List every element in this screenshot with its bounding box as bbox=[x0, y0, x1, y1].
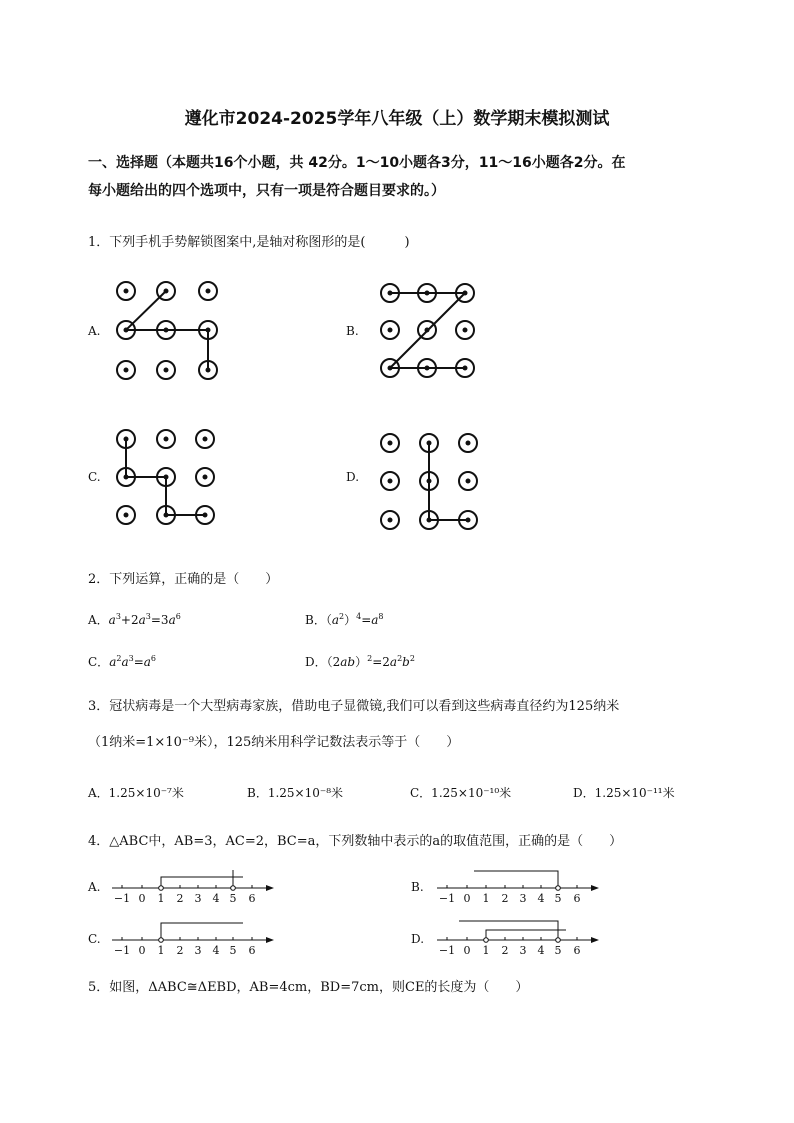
question-3-stem-line1: 3．冠状病毒是一个大型病毒家族，借助电子显微镜,我们可以看到这些病毒直径约为125纳米 bbox=[88, 699, 620, 714]
q2-option-b-label: B． bbox=[305, 613, 326, 627]
tick-label: 3 bbox=[519, 944, 527, 957]
section-heading-line1: 一、选择题（本题共16个小题，共 42分。1～10小题各3分，11～16小题各2分。在 bbox=[88, 155, 626, 171]
tick-label: 4 bbox=[212, 944, 220, 957]
tick-label: −1 bbox=[113, 944, 131, 957]
tick-label: 1 bbox=[157, 944, 165, 957]
tick-label: 6 bbox=[248, 944, 256, 957]
question-1-stem: 1．下列手机手势解锁图案中,是轴对称图形的是( ) bbox=[88, 235, 410, 250]
q2-option-d: D．$(2ab)^2=2a^2b^2$ bbox=[305, 654, 415, 669]
tick-label: 3 bbox=[194, 944, 202, 957]
tick-label: 6 bbox=[573, 892, 581, 905]
q1-option-b-label: B. bbox=[346, 324, 359, 338]
q1-option-d-label: D. bbox=[346, 470, 360, 484]
tick-label: 1 bbox=[482, 892, 490, 905]
q2-option-a: A．$a^3+2a^3=3a^6$ bbox=[88, 612, 181, 627]
tick-label: 5 bbox=[554, 944, 562, 957]
tick-label: 4 bbox=[537, 892, 545, 905]
tick-label: 4 bbox=[537, 944, 545, 957]
question-5-stem: 5．如图，ΔABC≅ΔEBD，AB=4cm，BD=7cm，则CE的长度为（ ） bbox=[88, 980, 529, 995]
q1-option-a-label: A. bbox=[88, 324, 101, 338]
tick-label: 3 bbox=[194, 892, 202, 905]
q4-option-b-label: B. bbox=[411, 880, 424, 894]
tick-label: −1 bbox=[438, 892, 456, 905]
page-title: 遵化市2024-2025学年八年级（上）数学期末模拟测试 bbox=[184, 109, 610, 129]
tick-label: 0 bbox=[463, 892, 471, 905]
tick-label: 6 bbox=[248, 892, 256, 905]
tick-label: 0 bbox=[138, 892, 146, 905]
question-2-stem: 2．下列运算，正确的是（ ） bbox=[88, 572, 279, 587]
tick-label: −1 bbox=[113, 892, 131, 905]
q1-option-c-label: C. bbox=[88, 470, 101, 484]
tick-label: 2 bbox=[501, 944, 509, 957]
q4-option-c-label: C. bbox=[88, 932, 101, 946]
tick-label: 2 bbox=[176, 944, 184, 957]
question-3-stem-line2: （1纳米=1×10⁻⁹米），125纳米用科学记数法表示等于（ ） bbox=[88, 735, 460, 750]
tick-label: 5 bbox=[229, 892, 237, 905]
tick-label: 5 bbox=[229, 944, 237, 957]
q3-option-a: A．1.25×10⁻⁷米 bbox=[88, 786, 184, 800]
tick-label: 0 bbox=[138, 944, 146, 957]
tick-label: −1 bbox=[438, 944, 456, 957]
q2-option-a-label: A． bbox=[88, 613, 109, 627]
tick-label: 4 bbox=[212, 892, 220, 905]
q3-option-d: D．1.25×10⁻¹¹米 bbox=[573, 786, 675, 800]
tick-label: 2 bbox=[176, 892, 184, 905]
q2-option-c: C．$a^2a^3=a^6$ bbox=[88, 654, 156, 669]
q2-option-d-label: D． bbox=[305, 655, 327, 669]
q2-option-b: B．$(a^2)^4=a^8$ bbox=[305, 612, 384, 627]
q4-option-a-label: A. bbox=[88, 880, 101, 894]
q3-option-b: B．1.25×10⁻⁸米 bbox=[247, 786, 344, 800]
tick-label: 1 bbox=[157, 892, 165, 905]
q3-option-c: C．1.25×10⁻¹⁰米 bbox=[410, 786, 512, 800]
tick-label: 0 bbox=[463, 944, 471, 957]
tick-label: 6 bbox=[573, 944, 581, 957]
tick-label: 2 bbox=[501, 892, 509, 905]
q2-option-c-label: C． bbox=[88, 655, 110, 669]
section-heading-line2: 每小题给出的四个选项中，只有一项是符合题目要求的。） bbox=[88, 183, 445, 199]
tick-label: 1 bbox=[482, 944, 490, 957]
question-4-stem: 4．△ABC中，AB=3，AC=2，BC=a，下列数轴中表示的a的取值范围，正确的是（ ） bbox=[88, 834, 623, 849]
tick-label: 3 bbox=[519, 892, 527, 905]
q4-option-d-label: D. bbox=[411, 932, 425, 946]
tick-label: 5 bbox=[554, 892, 562, 905]
